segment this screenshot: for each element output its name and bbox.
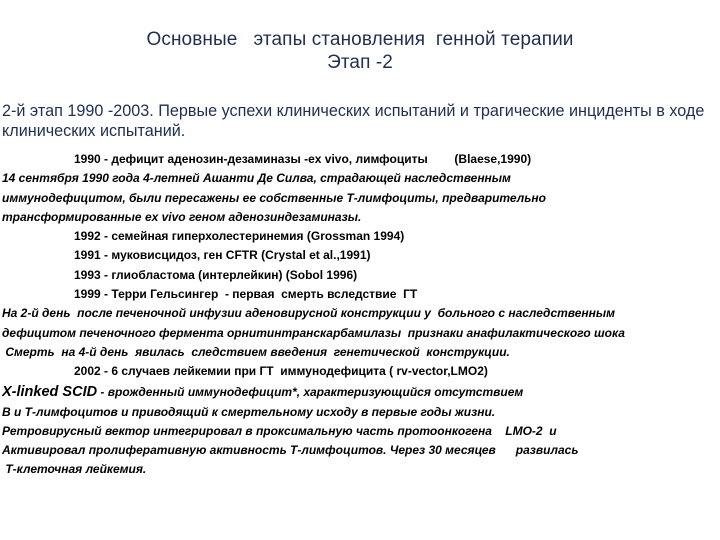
text-line: На 2-й день после печеночной инфузии аденовирусной конструкции у больного с наследственным: [2, 306, 616, 321]
title-line-1: Основные этапы становления генной терапии: [146, 29, 574, 50]
text-line: трансформированные ex vivo геном аденозиндезаминазы.: [2, 209, 362, 224]
text-line: иммунодефицитом, были пересажены ее собственные Т-лимфоциты, предварительно: [2, 190, 546, 205]
text-line: 1993 - глиобластома (интерлейкин) (Sobol 1996): [74, 267, 358, 282]
body-text: [2, 150, 720, 480]
text-line: 1999 - Терри Гельсингер - первая смерть вследствие ГТ: [74, 287, 418, 302]
text-line: Смерть на 4-й день явилась следствием введения генетической конструкции.: [2, 344, 510, 359]
scid-line: [2, 382, 720, 403]
text-line: 14 сентября 1990 года 4-летней Ашанти Де Силва, страдающей наследственным: [2, 171, 511, 186]
text-line: B и Т-лимфоцитов и приводящий к смертельному исходу в первые годы жизни.: [2, 404, 496, 419]
text-line: Активировал пролиферативную активность Т-лимфоцитов. Через 30 месяцев развилась: [2, 443, 579, 458]
intro-paragraph: 2-й этап 1990 -2003. Первые успехи клинических испытаний и трагические инциденты в ходе клинических испытаний.: [2, 102, 705, 140]
text-line: 2002 - 6 случаев лейкемии при ГТ иммунодефицита ( rv-vector,LMO2): [74, 364, 488, 379]
title-line-2: Этап -2: [327, 52, 393, 73]
text-line: дефицитом печеночного фермента орнитинтранскарбамилазы признаки анафилактического шока: [2, 325, 625, 340]
scid-term: X-linked SCID: [2, 383, 98, 400]
text-line: Ретровирусный вектор интегрировал в проксимальную часть протоонкогена LMO-2 и: [2, 423, 557, 438]
text-line: 1992 - семейная гиперхолестеринемия (Grossman 1994): [74, 229, 405, 244]
text-line: 1990 - дефицит аденозин-дезаминазы -ex vivo, лимфоциты (Blaese,1990): [74, 152, 532, 166]
text-line: Т-клеточная лейкемия.: [2, 462, 147, 477]
slide-title: [0, 28, 720, 74]
text-line: 1991 - муковисцидоз, ген CFTR (Crystal et al.,1991): [74, 248, 371, 263]
scid-rest: - врожденный иммунодефицит*, характеризующийся отсутствием: [97, 384, 524, 399]
